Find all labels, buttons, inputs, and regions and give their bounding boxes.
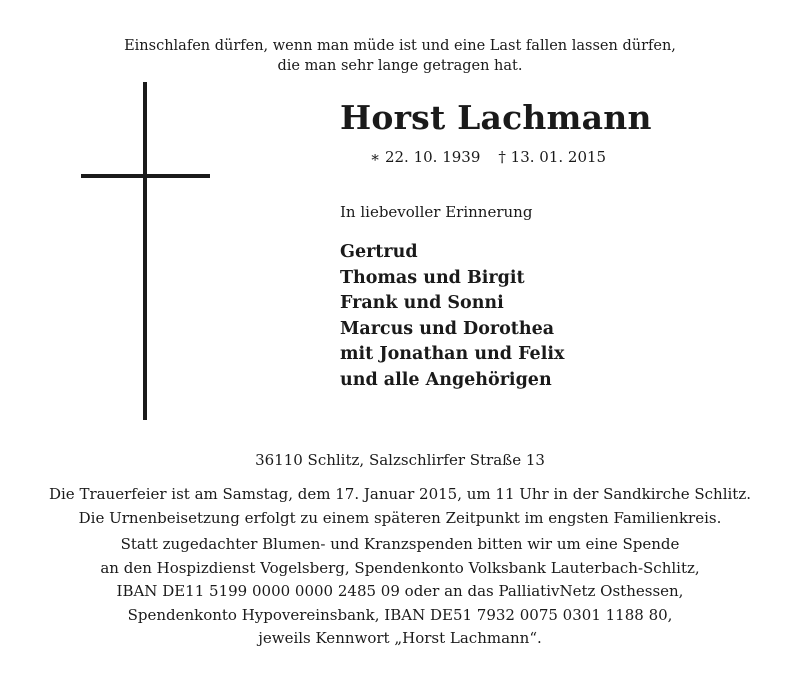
family-member: Gertrud — [340, 242, 418, 262]
family-member: Marcus und Dorothea — [340, 318, 555, 339]
donation-line-3: IBAN DE11 5199 0000 0000 2485 09 oder an das PalliativNetz Osthessen, — [116, 582, 684, 600]
family-member: und alle Angehörigen — [340, 369, 552, 390]
life-dates — [370, 146, 606, 168]
cross-icon-vertical-bar — [143, 82, 147, 420]
motto-line-1: Einschlafen dürfen, wenn man müde ist und eine Last fallen lassen dürfen, — [124, 38, 676, 54]
motto-quote — [0, 36, 800, 76]
death-date: † 13. 01. 2015 — [498, 148, 607, 166]
birth-date: ∗ 22. 10. 1939 — [370, 148, 481, 166]
donation-line-5: jeweils Kennwort „Horst Lachmann“. — [258, 629, 542, 647]
family-list — [340, 240, 564, 393]
cross-icon-horizontal-bar — [81, 174, 210, 178]
family-member: mit Jonathan und Felix — [340, 344, 565, 364]
ceremony-line-1: Die Trauerfeier ist am Samstag, dem 17. Januar 2015, um 11 Uhr in der Sandkirche Schlitz. — [48, 485, 752, 503]
donation-line-1: Statt zugedachter Blumen- und Kranzspenden bitten wir um eine Spende — [120, 535, 680, 553]
funeral-information — [0, 483, 800, 651]
deceased-name: Horst Lachmann — [340, 98, 652, 137]
donation-line-2: an den Hospizdienst Vogelsberg, Spendenkonto Volksbank Lauterbach-Schlitz, — [100, 558, 700, 577]
family-member: Thomas und Birgit — [340, 267, 525, 288]
remembrance-text: In liebevoller Erinnerung — [340, 203, 533, 221]
address: 36110 Schlitz, Salzschlirfer Straße 13 — [255, 451, 545, 469]
family-member: Frank und Sonni — [340, 293, 504, 313]
ceremony-line-2: Die Urnenbeisetzung erfolgt zu einem späteren Zeitpunkt im engsten Familienkreis. — [78, 508, 722, 527]
donation-line-4: Spendenkonto Hypovereinsbank, IBAN DE51 7932 0075 0301 1188 80, — [127, 605, 673, 624]
motto-line-2: die man sehr lange getragen hat. — [277, 58, 523, 74]
